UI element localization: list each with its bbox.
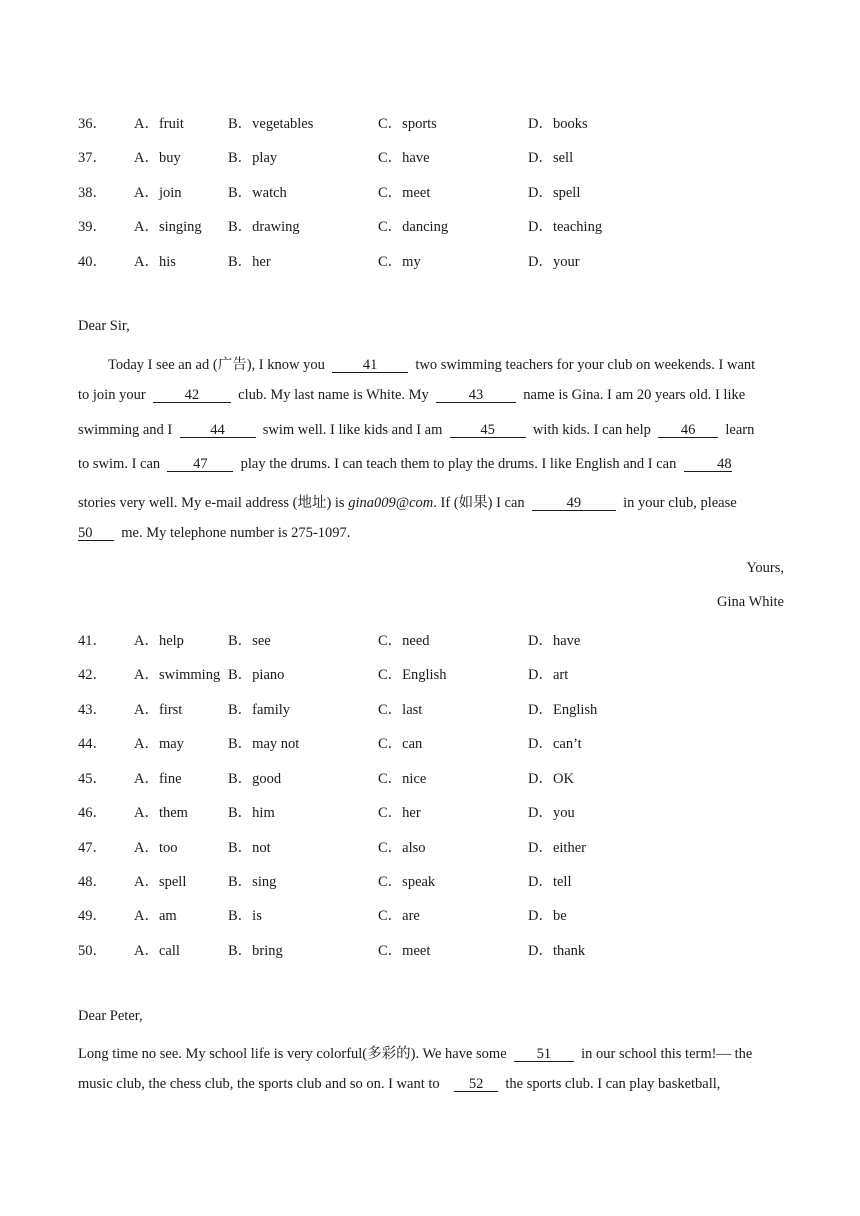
option-c: C．my: [378, 254, 421, 270]
option-d: D．be: [528, 908, 567, 924]
question-row: [78, 836, 798, 856]
option-d: D．OK: [528, 771, 574, 787]
question-number: 46．: [78, 805, 107, 821]
question-number: 40．: [78, 254, 107, 270]
passage-line: [78, 1076, 784, 1096]
option-c: C．meet: [378, 943, 431, 959]
question-number: 42．: [78, 667, 107, 683]
question-number: 37．: [78, 150, 107, 166]
passage-line: [78, 525, 784, 545]
blank-50: 50: [78, 526, 114, 541]
question-row: [78, 663, 798, 683]
passage-text: stories very well. My e-mail address (地址) is: [78, 495, 345, 511]
blank-43: 43: [436, 388, 516, 403]
question-row: [78, 250, 798, 270]
option-c: C．need: [378, 633, 430, 649]
option-b: B．good: [228, 771, 282, 787]
option-a: A．join: [134, 185, 182, 201]
passage-text: name is Gina. I am 20 years old. I like: [523, 387, 746, 403]
option-a: A．too: [134, 840, 178, 856]
question-row: [78, 146, 798, 166]
option-c: C．dancing: [378, 219, 449, 235]
passage-text: to join your: [78, 387, 146, 403]
question-number: 36．: [78, 116, 107, 132]
option-c: C．also: [378, 840, 426, 856]
passage-line: [78, 456, 784, 476]
option-d: D．books: [528, 116, 588, 132]
question-row: [78, 732, 798, 752]
passage-text: me. My telephone number is 275-1097.: [121, 525, 351, 541]
option-a: A．call: [134, 943, 180, 959]
passage-text: Today I see an ad (广告), I know you: [108, 357, 325, 373]
passage-text: swimming and I: [78, 422, 173, 438]
passage-text: two swimming teachers for your club on weekends. I want: [415, 357, 756, 373]
option-b: B．her: [228, 254, 271, 270]
option-b: B．play: [228, 150, 278, 166]
question-row: [78, 870, 798, 890]
option-c: C．speak: [378, 874, 436, 890]
passage-text: in your club, please: [623, 495, 737, 511]
question-row: [78, 767, 798, 787]
letter-closing: Yours,: [746, 560, 784, 576]
passage-text: swim well. I like kids and I am: [262, 422, 443, 438]
option-b: B．see: [228, 633, 271, 649]
question-number: 38．: [78, 185, 107, 201]
option-b: B．not: [228, 840, 271, 856]
salutation: Dear Sir,: [78, 318, 130, 334]
passage-line: [78, 387, 784, 407]
option-c: C．meet: [378, 185, 431, 201]
option-a: A．his: [134, 254, 176, 270]
question-row: [78, 904, 798, 924]
option-d: D．tell: [528, 874, 572, 890]
passage-text: in our school this term!— the: [581, 1046, 753, 1062]
passage-text: play the drums. I can teach them to play the drums. I like English and I can: [240, 456, 677, 472]
option-d: D．English: [528, 702, 598, 718]
option-b: B．watch: [228, 185, 287, 201]
option-d: D．spell: [528, 185, 581, 201]
question-row: [78, 629, 798, 649]
passage-text: club. My last name is White. My: [238, 387, 429, 403]
option-d: D．either: [528, 840, 586, 856]
letter-signature: Gina White: [717, 594, 784, 610]
option-b: B．bring: [228, 943, 283, 959]
option-c: C．nice: [378, 771, 427, 787]
option-d: D．your: [528, 254, 580, 270]
option-d: D．teaching: [528, 219, 603, 235]
question-row: [78, 181, 798, 201]
passage-text: the sports club. I can play basketball,: [505, 1076, 721, 1092]
question-number: 44．: [78, 736, 107, 752]
option-a: A．buy: [134, 150, 181, 166]
question-number: 48．: [78, 874, 107, 890]
option-c: C．are: [378, 908, 420, 924]
option-d: D．thank: [528, 943, 586, 959]
passage-text: learn: [725, 422, 755, 438]
option-a: A．swimming: [134, 667, 221, 683]
blank-47: 47: [167, 457, 233, 472]
option-a: A．first: [134, 702, 183, 718]
blank-49: 49: [532, 496, 616, 511]
question-row: [78, 215, 798, 235]
option-b: B．family: [228, 702, 291, 718]
option-d: D．art: [528, 667, 569, 683]
option-a: A．fine: [134, 771, 182, 787]
blank-44: 44: [180, 423, 256, 438]
question-number: 43．: [78, 702, 107, 718]
email-address: gina009@com: [348, 495, 434, 511]
blank-45: 45: [450, 423, 526, 438]
option-a: A．help: [134, 633, 184, 649]
blank-46: 46: [658, 423, 718, 438]
question-number: 41．: [78, 633, 107, 649]
option-a: A．am: [134, 908, 177, 924]
passage-text: music club, the chess club, the sports club and so on. I want to: [78, 1076, 440, 1092]
question-row: [78, 801, 798, 821]
option-a: A．fruit: [134, 116, 184, 132]
option-d: D．have: [528, 633, 581, 649]
passage-text: with kids. I can help: [532, 422, 651, 438]
option-a: A．spell: [134, 874, 187, 890]
passage-text: . If (如果) I can: [433, 495, 525, 511]
question-row: [78, 112, 798, 132]
salutation: Dear Peter,: [78, 1008, 143, 1024]
blank-51: 51: [514, 1047, 574, 1062]
option-b: B．vegetables: [228, 116, 314, 132]
option-b: B．is: [228, 908, 262, 924]
question-number: 39．: [78, 219, 107, 235]
question-number: 49．: [78, 908, 107, 924]
option-b: B．him: [228, 805, 275, 821]
passage-line: [78, 353, 784, 373]
option-c: C．last: [378, 702, 423, 718]
option-c: C．can: [378, 736, 423, 752]
option-b: B．piano: [228, 667, 285, 683]
option-c: C．have: [378, 150, 430, 166]
passage-line: [78, 1042, 784, 1062]
option-a: A．may: [134, 736, 184, 752]
blank-42: 42: [153, 388, 231, 403]
option-a: A．singing: [134, 219, 202, 235]
question-row: [78, 698, 798, 718]
option-d: D．you: [528, 805, 575, 821]
passage-line: [78, 491, 784, 511]
option-d: D．sell: [528, 150, 574, 166]
option-a: A．them: [134, 805, 188, 821]
blank-41: 41: [332, 358, 408, 373]
option-c: C．English: [378, 667, 447, 683]
question-number: 47．: [78, 840, 107, 856]
option-c: C．her: [378, 805, 421, 821]
option-c: C．sports: [378, 116, 437, 132]
passage-line: [78, 422, 784, 442]
question-number: 45．: [78, 771, 107, 787]
option-b: B．sing: [228, 874, 277, 890]
option-b: B．drawing: [228, 219, 300, 235]
option-b: B．may not: [228, 736, 300, 752]
passage-text: to swim. I can: [78, 456, 161, 472]
question-row: [78, 939, 798, 959]
question-number: 50．: [78, 943, 107, 959]
passage-text: Long time no see. My school life is very colorful(多彩的). We have some: [78, 1046, 507, 1062]
blank-52: 52: [454, 1077, 498, 1092]
blank-48: 48: [684, 457, 732, 472]
option-d: D．can’t: [528, 736, 582, 752]
